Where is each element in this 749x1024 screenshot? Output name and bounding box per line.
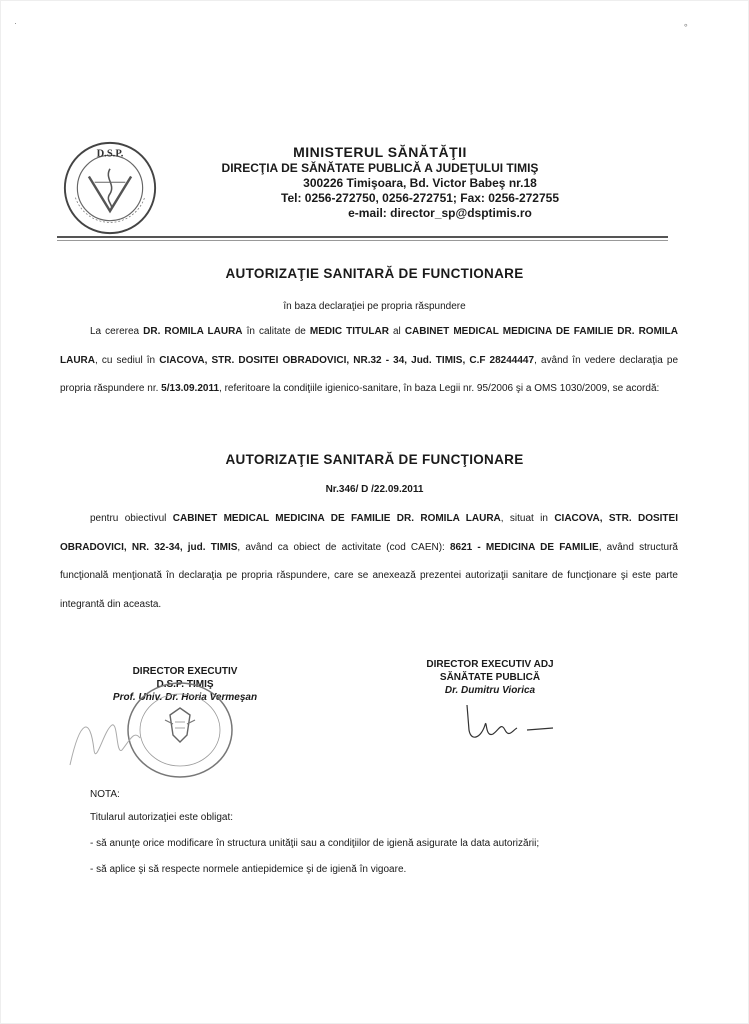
signer-dept: SĂNĂTATE PUBLICĂ [439,672,541,683]
caen-code: 8621 - MEDICINA DE FAMILIE [450,541,599,553]
scan-speck: · [14,18,17,28]
signer-org: D.S.P. TIMIŞ [156,679,214,690]
signature-scribble-director [60,710,150,770]
applicant-name: DR. ROMILA LAURA [143,326,243,337]
note-item: - să aplice şi să respecte normele antiepidemice şi de igienă în vigoare. [90,864,407,875]
authorization-paragraph [60,505,678,619]
text: , având ca obiect de activitate (cod CAEN): [237,541,450,553]
text: pentru obiectivul [90,513,173,524]
header-divider [57,236,668,238]
ministry-heading: MINISTERUL SĂNĂTĂŢII [293,144,467,160]
note-title: NOTA: [90,789,120,800]
declaration-number: 5/13.09.2011 [161,383,220,394]
objective-name: CABINET MEDICAL MEDICINA DE FAMILIE DR. ROMILA LAURA [172,513,501,524]
document-title: AUTORIZAŢIE SANITARĂ DE FUNCTIONARE [225,266,524,281]
request-paragraph [60,318,678,404]
text: în calitate de [242,326,310,337]
header-email: e-mail: director_sp@dsptimis.ro [348,206,532,220]
signature-block-deputy [380,658,600,697]
text: , având structură funcţională menţionată în declaraţia pe propria răspundere, care se anexează prezentei autorizaţii sanitare de funcţionare şi este parte integrantă din aceasta. [60,541,678,610]
note-intro: Titularul autorizaţiei este obligat: [90,812,234,823]
text: , referitoare la condiţiile igienico-sanitare, în baza Legii nr. 95/2006 şi a OMS 1030/2009, se acordă: [219,383,660,394]
objective-location: CIACOVA, STR. DOSITEI OBRADOVICI, NR. 32-34, jud. TIMIS [60,513,678,553]
cabinet-address: CIACOVA, STR. DOSITEI OBRADOVICI, NR.32 - 34, Jud. TIMIS, C.F 28244447 [159,354,535,366]
authorization-title: AUTORIZAŢIE SANITARĂ DE FUNCŢIONARE [225,452,524,467]
signer-role: DIRECTOR EXECUTIV [132,666,238,677]
header-divider-thin [57,240,668,241]
dsp-seal-logo [62,140,158,236]
signer-name: Dr. Dumitru Viorica [444,685,536,696]
signer-role: DIRECTOR EXECUTIV ADJ [426,659,554,670]
signature-scribble-deputy [455,700,565,750]
text: , cu sediul în [95,354,160,366]
text: La cererea [90,326,144,337]
signer-name: Prof. Univ. Dr. Horia Vermeşan [112,692,258,703]
header-phone-fax: Tel: 0256-272750, 0256-272751; Fax: 0256-272755 [281,191,559,205]
text: , având în vedere declaraţia pe propria răspundere nr. [60,354,679,394]
scan-speck: ∘ [683,20,689,30]
text: , situat in [500,513,555,524]
note-item: - să anunţe orice modificare în structura unităţii sau a condiţiilor de igienă asigurate la data autorizării; [90,838,540,849]
authorization-number: Nr.346/ D /22.09.2011 [325,484,424,495]
seal-text: D.S.P. [96,148,124,160]
text: al [388,326,405,337]
basis-line: în baza declaraţiei pe propria răspundere [283,301,466,312]
cabinet-name: CABINET MEDICAL MEDICINA DE FAMILIE DR. ROMILA LAURA [60,326,679,366]
header-address: 300226 Timişoara, Bd. Victor Babeş nr.18 [303,176,537,190]
directorate-heading: DIRECŢIA DE SĂNĂTATE PUBLICĂ A JUDEŢULUI TIMIŞ [221,161,539,175]
applicant-role: MEDIC TITULAR [309,326,389,337]
